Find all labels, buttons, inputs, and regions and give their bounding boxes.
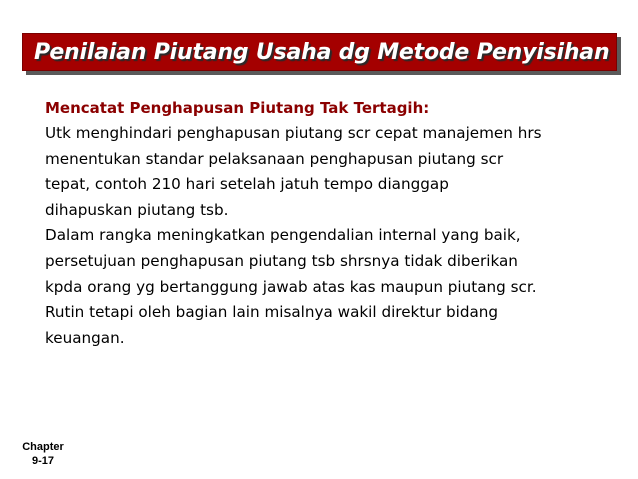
body-line: Utk menghindari penghapusan piutang scr cepat manajemen hrs xyxy=(45,124,542,142)
body-line: menentukan standar pelaksanaan penghapusan piutang scr xyxy=(45,149,504,168)
slide-body xyxy=(45,96,630,351)
page-reference: 9-17 xyxy=(31,455,55,467)
section-subheading: Mencatat Penghapusan Piutang Tak Tertagih: xyxy=(45,99,430,117)
body-line: dihapuskan piutang tsb. xyxy=(45,200,229,219)
chapter-footer xyxy=(18,440,68,468)
body-line: tepat, contoh 210 hari setelah jatuh tempo dianggap xyxy=(45,175,449,194)
slide-title: Penilaian Piutang Usaha dg Metode Penyisihan xyxy=(34,39,610,65)
slide-title-bar xyxy=(22,33,617,71)
body-line: keuangan. xyxy=(45,328,125,347)
body-line: Rutin tetapi oleh bagian lain misalnya wakil direktur bidang xyxy=(45,303,499,322)
body-line: Dalam rangka meningkatkan pengendalian internal yang baik, xyxy=(45,226,521,245)
body-line: persetujuan penghapusan piutang tsb shrsnya tidak diberikan xyxy=(45,251,518,270)
body-line: kpda orang yg bertanggung jawab atas kas maupun piutang scr. xyxy=(45,277,537,296)
chapter-label: Chapter xyxy=(22,441,64,453)
